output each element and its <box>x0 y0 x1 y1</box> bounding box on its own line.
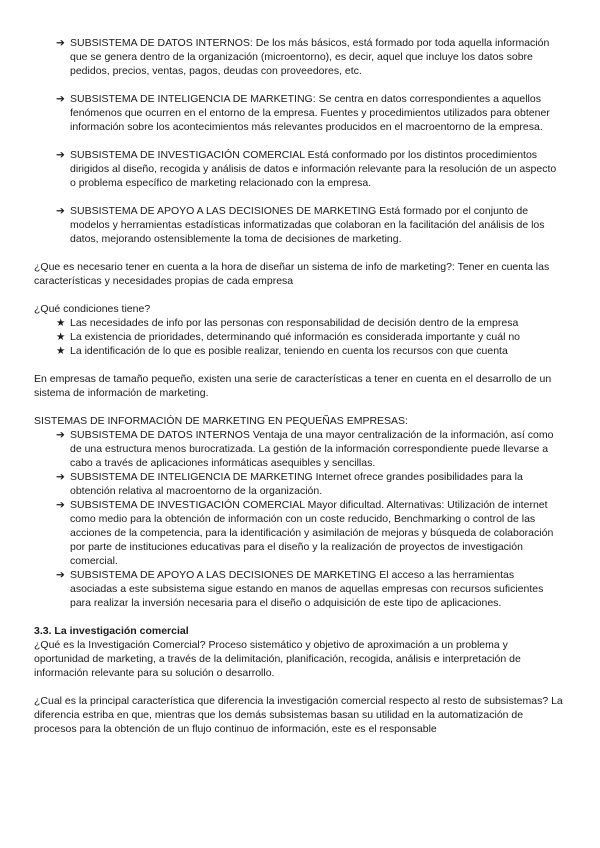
item-text: De los más básicos, está formado por toda aquella información que se genera dentro de la organización (microentorno), es decir, aquel que incluye los datos sobre pedidos, precios, ventas, pagos, deudas con proveedores, etc. <box>70 37 550 77</box>
star-icon: ★ <box>56 331 66 343</box>
paragraph-small-companies: En empresas de tamaño pequeño, existen una serie de características a tener en cuenta en el desarrollo de un sistema de información de marketing. <box>34 373 552 399</box>
list-item: ➔ SUBSISTEMA DE INTELIGENCIA DE MARKETING Internet ofrece grandes posibilidades para la obtención relativa al macroentorno de la organización. <box>56 471 523 497</box>
small-companies-title: SISTEMAS DE INFORMACIÓN DE MARKETING EN PEQUEÑAS EMPRESAS: <box>34 415 408 427</box>
paragraph-question-design: ¿Que es necesario tener en cuenta a la hora de diseñar un sistema de info de marketing?: Tener en cuenta las características y necesidades propias de cada empresa <box>34 261 550 287</box>
paragraph-difference: ¿Cual es la principal característica que diferencia la investigación comercial respecto al resto de subsistemas? La diferencia estriba en que, mientras que los demás subsistemas basan su utilidad en la automatización de procesos para la obtención de un flujo continuo de información, este es el responsable <box>34 695 563 735</box>
list-item: ➔ SUBSISTEMA DE DATOS INTERNOS Ventaja de una mayor centralización de la información, así como de una estructura menos burocratizada. La gestión de la información correspondiente puede llevarse a cabo a través de aplicaciones informáticas asequibles y sencillas. <box>56 429 554 469</box>
list-item <box>56 148 564 190</box>
item-title: SUBSISTEMA DE INTELIGENCIA DE MARKETING: <box>70 93 316 105</box>
arrow-icon: ➔ <box>56 149 65 161</box>
conditions-list <box>34 316 564 358</box>
star-icon: ★ <box>56 317 66 329</box>
item-text: Está formado por el conjunto de modelos y herramientas estadísticas informatizadas que colaboran en la facilitación del análisis de los datos, mejorando ostensiblemente la toma de decisiones de marketing. <box>70 205 545 245</box>
item-title: SUBSISTEMA DE INVESTIGACIÓN COMERCIAL <box>70 149 305 161</box>
arrow-icon: ➔ <box>56 471 65 483</box>
arrow-icon: ➔ <box>56 429 65 441</box>
paragraph-what-is: ¿Qué es la Investigación Comercial? Proceso sistemático y objetivo de aproximación a un problema y oportunidad de marketing, a través de la delimitación, planificación, recogida, análisis e interpretación de información relevante para su solución o desarrollo. <box>34 639 521 679</box>
arrow-icon: ➔ <box>56 569 65 581</box>
arrow-icon: ➔ <box>56 93 65 105</box>
list-item <box>56 92 564 134</box>
section-heading: 3.3. La investigación comercial <box>34 625 189 637</box>
list-item: ★ Las necesidades de info por las personas con responsabilidad de decisión dentro de la empresa <box>56 317 519 329</box>
list-item: ➔ SUBSISTEMA DE APOYO A LAS DECISIONES DE MARKETING El acceso a las herramientas asociadas a este subsistema sigue estando en manos de aquellas empresas con recursos suficientes para realizar la inversión necesaria para el diseño o adquisición de este tipo de aplicaciones. <box>56 569 544 609</box>
conditions-title: ¿Qué condiciones tiene? <box>34 303 151 315</box>
item-title: SUBSISTEMA DE DATOS INTERNOS: <box>70 37 253 49</box>
item-title: SUBSISTEMA DE APOYO A LAS DECISIONES DE MARKETING <box>70 205 377 217</box>
list-item <box>56 204 564 246</box>
list-item: ★ La existencia de prioridades, determinando qué información es considerada importante y cuál no <box>56 331 521 343</box>
document-page <box>34 36 564 736</box>
subsystems-list <box>34 36 564 246</box>
list-item <box>56 36 564 78</box>
list-item: ➔ SUBSISTEMA DE INVESTIGACIÓN COMERCIAL Mayor dificultad. Alternativas: Utilización de internet como medio para la obtención de información con un coste reducido, Benchmarking o control de las acciones de la competencia, para la identificación y asimilación de mejoras y búsqueda de colaboración por parte de instituciones educativas para el diseño y la realización de proyectos de investigación comercial. <box>56 499 554 567</box>
small-subsystems-list <box>34 428 564 610</box>
list-item: ★ La identificación de lo que es posible realizar, teniendo en cuenta los recursos con que cuenta <box>56 345 508 357</box>
star-icon: ★ <box>56 345 66 357</box>
arrow-icon: ➔ <box>56 499 65 511</box>
arrow-icon: ➔ <box>56 205 65 217</box>
item-text: Está conformado por los distintos procedimientos dirigidos al diseño, recogida y análisis de datos e información relevante para la resolución de un aspecto o problema específico de marketing relacionado con la empresa. <box>70 149 557 189</box>
item-text: Se centra en datos correspondientes a aquellos fenómenos que ocurren en el entorno de la empresa. Fuentes y procedimientos utilizados para obtener información sobre los acontecimientos más relevantes producidos en el macroentorno de la empresa. <box>70 93 550 133</box>
arrow-icon: ➔ <box>56 37 65 49</box>
